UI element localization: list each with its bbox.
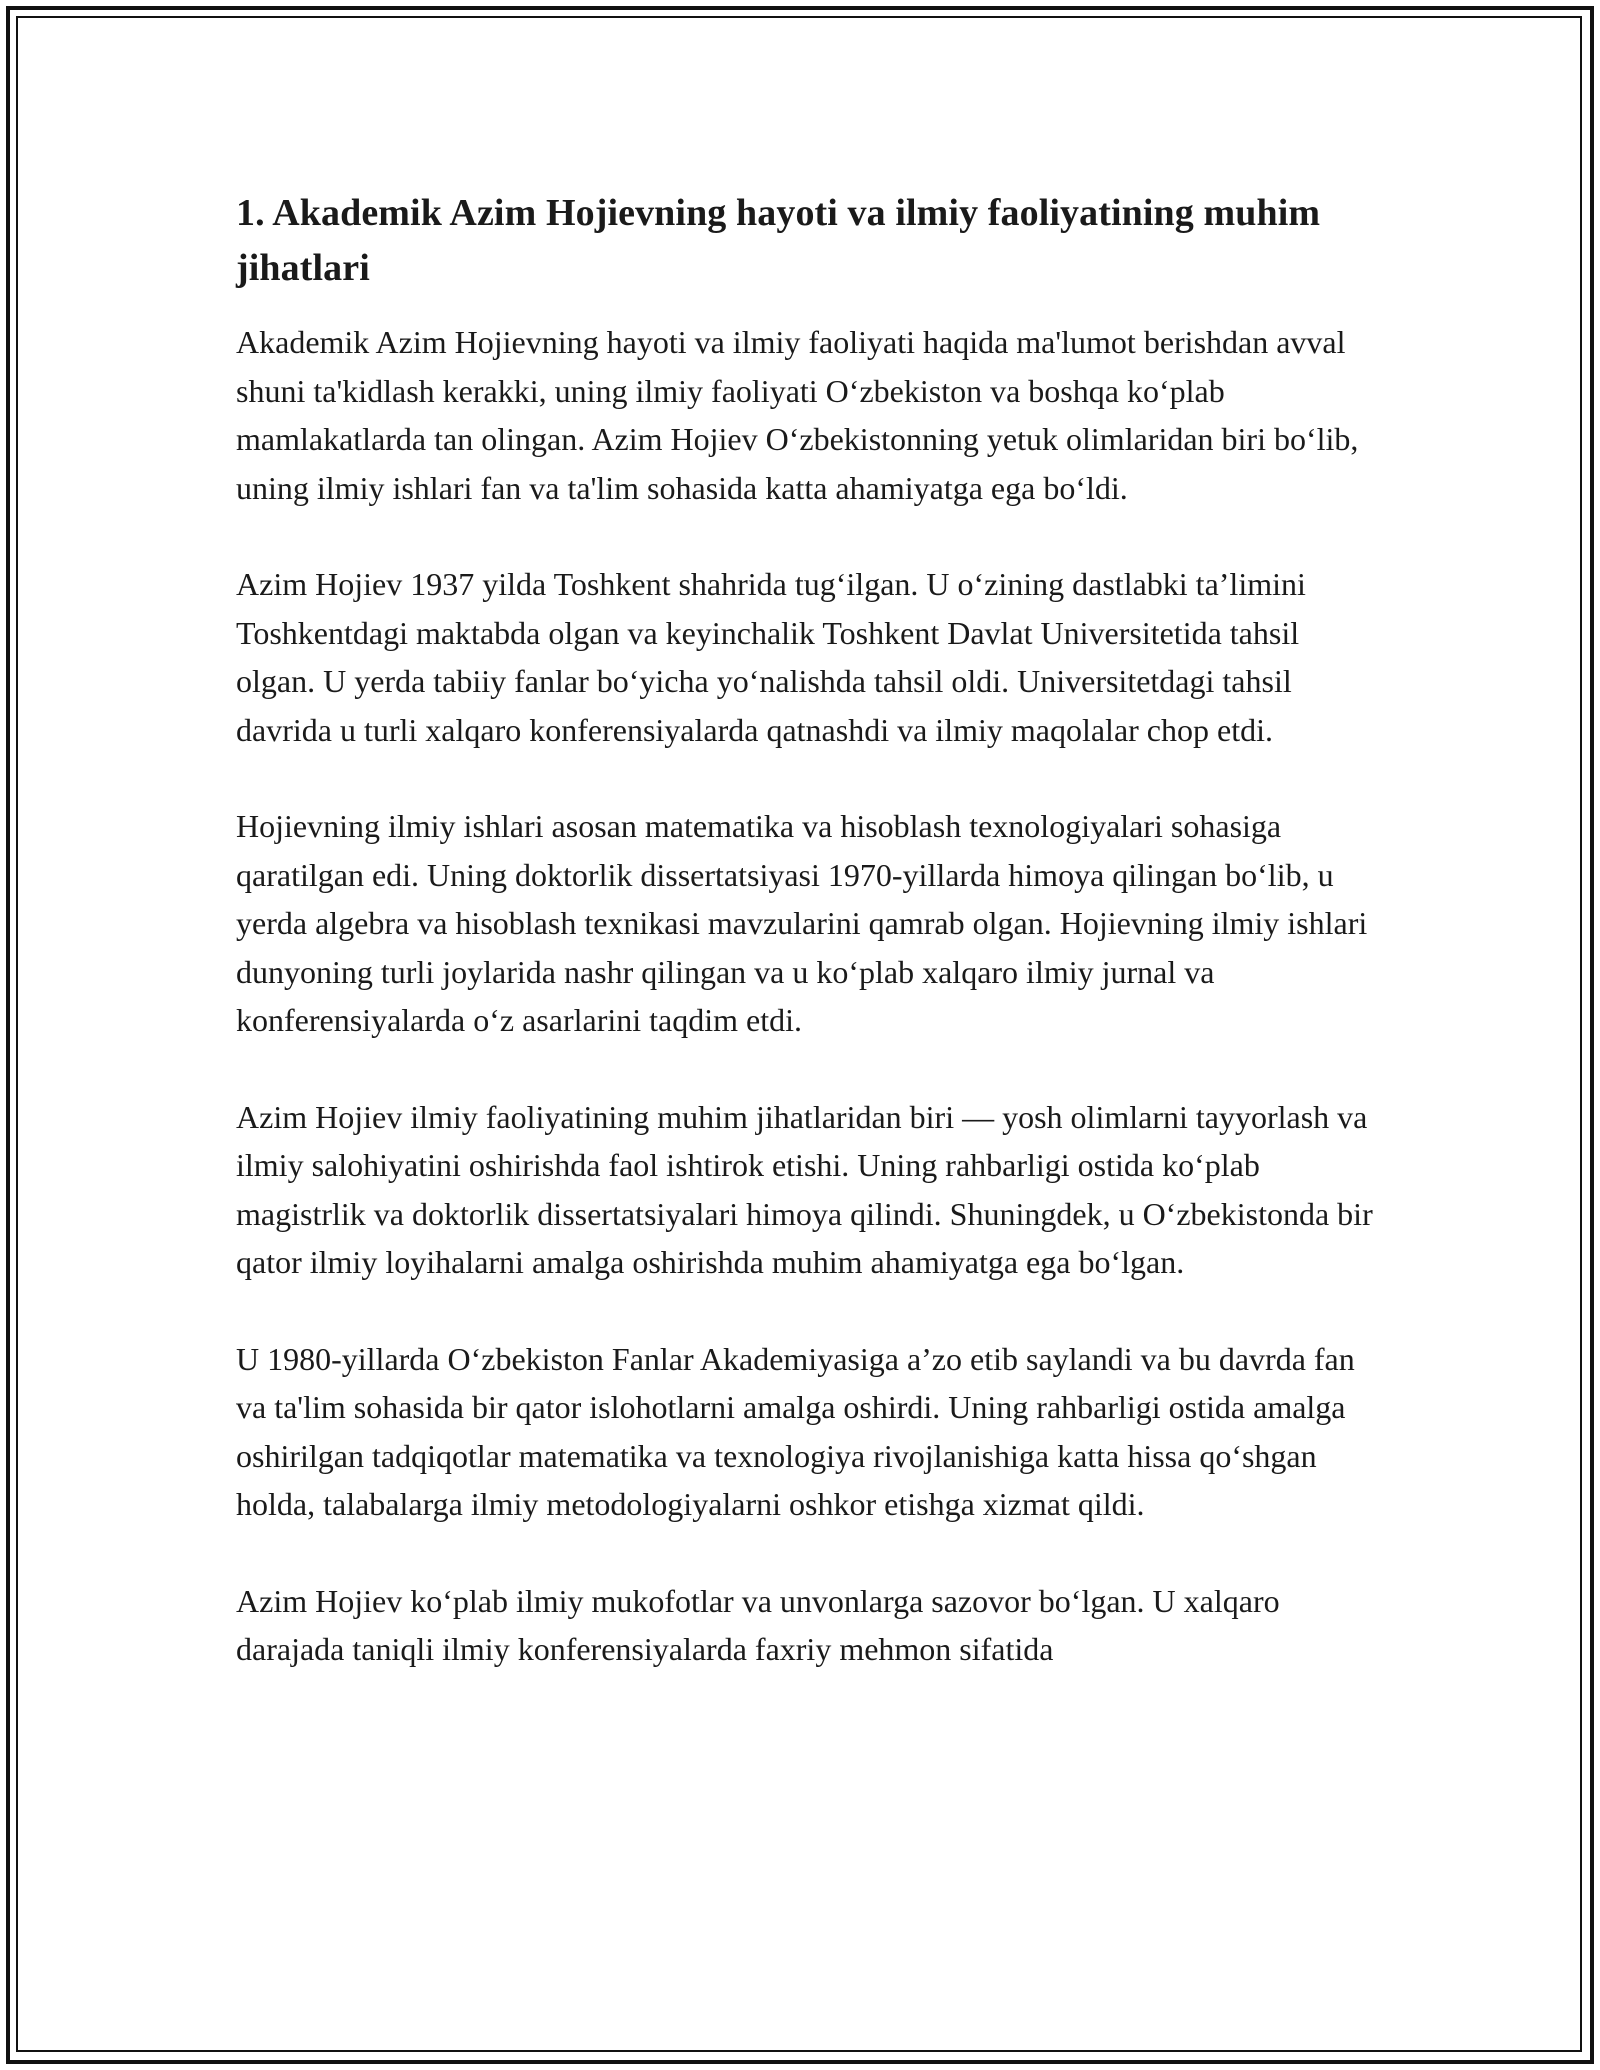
section-title: 1. Akademik Azim Hojievning hayoti va ilmiy faoliyatining muhim jihatlari [236,192,1321,289]
paragraph-2: Azim Hojiev 1937 yilda Toshkent shahrida tug‘ilgan. U o‘zining dastlabki ta’limini Toshkentdagi maktabda olgan va keyinchalik Toshkent Davlat Universitetida tahsil olgan. U yerda tabiiy fanlar bo‘yicha yo‘nalishda tahsil oldi. Universitetdagi tahsil davrida u turli xalqaro konferensiyalarda qatnashdi va ilmiy maqolalar chop etdi. [236,566,1306,748]
document-body [236,186,1376,1674]
paragraph-5: U 1980-yillarda O‘zbekiston Fanlar Akademiyasiga a’zo etib saylandi va bu davrda fan va ta'lim sohasida bir qator islohotlarni amalga oshirdi. Uning rahbarligi ostida amalga oshirilgan tadqiqotlar matematika va texnologiya rivojlanishiga katta hissa qo‘shgan holda, talabalarga ilmiy metodologiyalarni oshkor etishga xizmat qildi. [236,1340,1355,1522]
paragraph-1: Akademik Azim Hojievning hayoti va ilmiy faoliyati haqida ma'lumot berishdan avval shuni ta'kidlash kerakki, uning ilmiy faoliyati O‘zbekiston va boshqa ko‘plab mamlakatlarda tan olingan. Azim Hojiev O‘zbekistonning yetuk olimlaridan biri bo‘lib, uning ilmiy ishlari fan va ta'lim sohasida katta ahamiyatga ega bo‘ldi. [236,324,1359,506]
paragraph-6: Azim Hojiev ko‘plab ilmiy mukofotlar va unvonlarga sazovor bo‘lgan. U xalqaro darajada taniqli ilmiy konferensiyalarda faxriy mehmon sifatida [236,1582,1280,1667]
paragraph-4: Azim Hojiev ilmiy faoliyatining muhim jihatlaridan biri — yosh olimlarni tayyorlash va ilmiy salohiyatini oshirishda faol ishtirok etishi. Uning rahbarligi ostida ko‘plab magistrlik va doktorlik dissertatsiyalari himoya qilindi. Shuningdek, u O‘zbekistonda bir qator ilmiy loyihalarni amalga oshirishda muhim ahamiyatga ega bo‘lgan. [236,1098,1373,1280]
paragraph-3: Hojievning ilmiy ishlari asosan matematika va hisoblash texnologiyalari sohasiga qaratilgan edi. Uning doktorlik dissertatsiyasi 1970-yillarda himoya qilingan bo‘lib, u yerda algebra va hisoblash texnikasi mavzularini qamrab olgan. Hojievning ilmiy ishlari dunyoning turli joylarida nashr qilingan va u ko‘plab xalqaro ilmiy jurnal va konferensiyalarda o‘z asarlarini taqdim etdi. [236,808,1368,1038]
